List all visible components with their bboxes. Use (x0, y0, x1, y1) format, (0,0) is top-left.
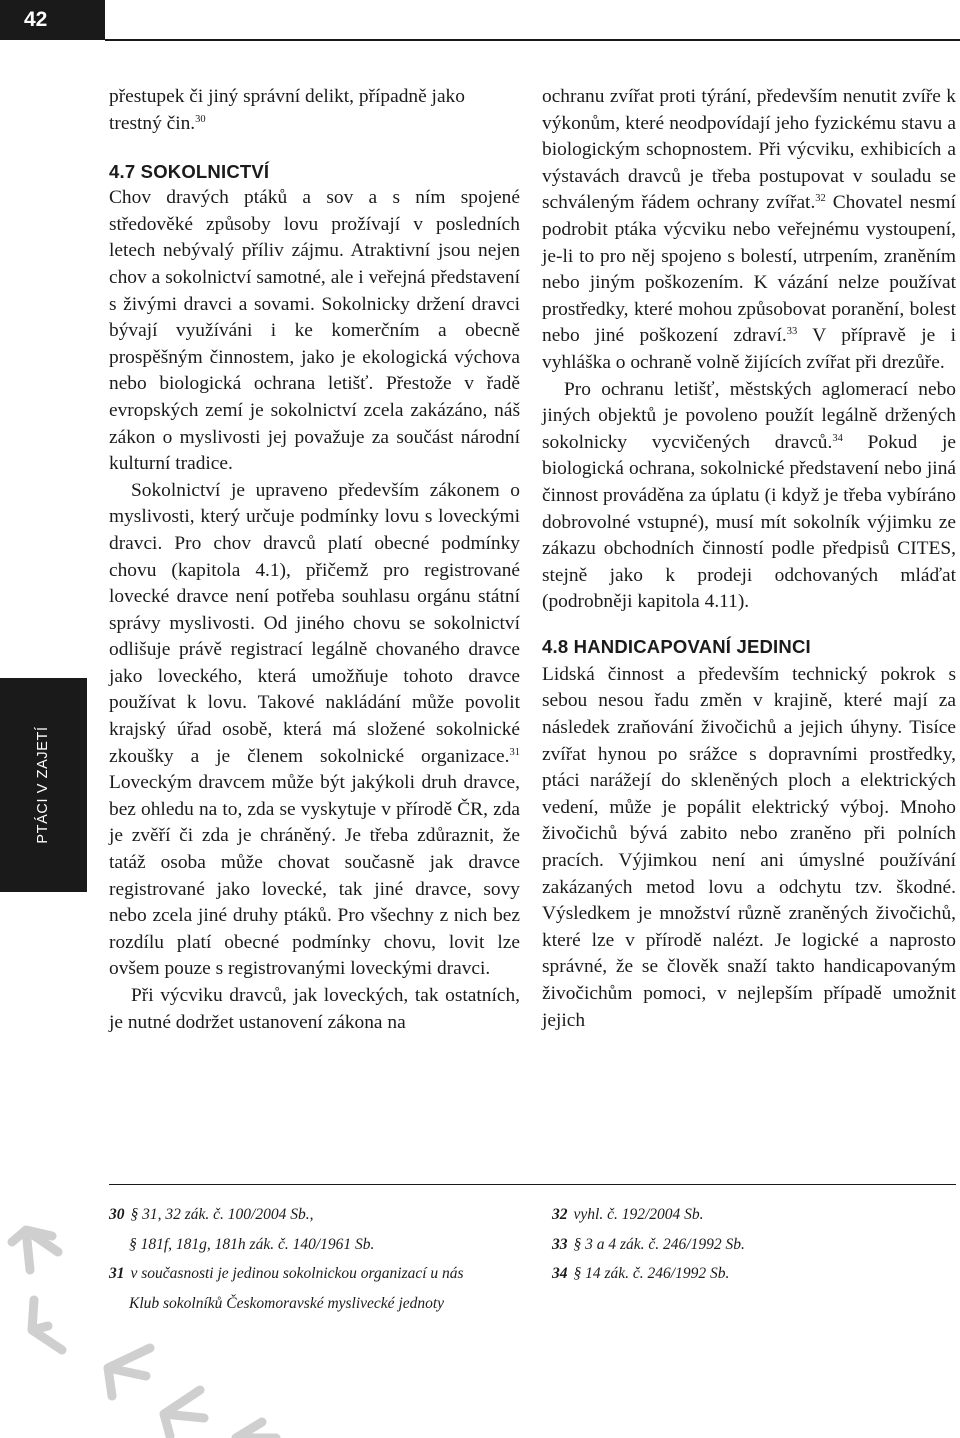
paragraph-sokolnictvi-law-text: Sokolnictví je upraveno především zákonem o myslivosti, který určuje podmínky lovu s loveckými dravci. Pro chov dravců platí obecné podmínky chovu (kapitola 4.1), přičemž pro registrované lovecké dravce není potřeba souhlasu orgánu státní správy myslivosti. Od jiného chovu se sokolnictví odlišuje právě registrací legálně chovaného dravce jako loveckého, která umožňuje tohoto dravce používat k lovu. Takové nakládání může povolit krajský úřad osobě, která má složené sokolnické zkoušky a je členem sokolnické organizace. (109, 479, 520, 767)
footnote-item (552, 1259, 956, 1289)
footnote-text: § 181f, 181g, 181h zák. č. 140/1961 Sb. (129, 1235, 375, 1253)
footnote-text: § 14 zák. č. 246/1992 Sb. (573, 1265, 730, 1282)
footnote-ref-33: 33 (786, 326, 798, 338)
footnote-text: § 3 a 4 zák. č. 246/1992 Sb. (573, 1235, 745, 1253)
footnote-ref-31: 31 (509, 746, 520, 758)
bird-track-decoration (0, 1200, 300, 1438)
footnote-ref-32: 32 (815, 193, 826, 205)
paragraph-animal-protection-cont: Chovatel nesmí podrobit ptáka výcviku nebo veřejnému vystoupení, je-li to pro něj spojeno s bolestí, utrpením, zraněním nebo jiným poškozením. K vázání nelze používat prostředky, které mohou způsobovat poranění, bolest nebo jiné poškození zdraví. (542, 192, 956, 347)
paragraph-sokolnictvi-law (109, 478, 520, 983)
paragraph-sokolnictvi-intro: Chov dravých ptáků a sov a s ním spojené středověké způsoby lovu prožívají v posledních letech nebývalý příliv zájmu. Atraktivní jsou nejen chov a sokolnictví samotné, ale i veřejná představení s živými dravci a sovami. Sokolnicky držení dravci bývají využíváni i ke komerčním a obecně prospěšným činnostem, jako je ekologická výchova nebo biologická ochrana letišť. Přestože v řadě evropských zemí je sokolnictví zcela zakázáno, náš zákon o myslivosti jej považuje za součást národní kulturní tradice. (109, 187, 520, 475)
footnotes-right (552, 1200, 956, 1289)
section-heading-4-8: 4.8 HANDICAPOVANÍ JEDINCI (542, 635, 811, 657)
footnote-text: vyhl. č. 192/2004 Sb. (573, 1206, 704, 1223)
footnote-number: 34 (552, 1265, 568, 1282)
footnote-item (552, 1200, 956, 1230)
paragraph-handicapped: Lidská činnost a především technický pokrok s sebou nesou řadu změn v krajině, které mají za následek zraňování živočichů a jejich úhyny. Tisíce zvířat hynou po srážce s dopravními prostředky, ptáci narážejí do skleněných ploch a elektrických vedení, může je popálit elektrický výboj. Mnoho živočichů bývá zabito nebo zraněno při polních pracích. Výjimkou není ani úmyslné používání zakázaných metod lovu a odchytu tzv. škodné. Výsledkem je množství různě zraněných živočichů, které lze v přírodě nalézt. Je logické a naprosto správné, že se člověk snaží takto handicapovaným živočichům pomoci, v nejlepším případě umožnit jejich (542, 663, 956, 1031)
footnote-number: 33 (552, 1235, 568, 1253)
header-rule (105, 39, 960, 41)
paragraph-training: Při výcviku dravců, jak loveckých, tak ostatních, je nutné dodržet ustanovení zákona na (109, 985, 520, 1033)
footnote-item (552, 1230, 956, 1260)
footnote-text: v současnosti je jedinou sokolnickou organizací u nás (130, 1265, 464, 1282)
paragraph-animal-protection-text: ochranu zvířat proti týrání, především nenutit zvíře k výkonům, které neodpovídají jeho fyzickému stavu a biologickým schopnostem. Při výcviku, exhibicích a výstavách dravců je třeba postupovat v souladu se schváleným řádem ochrany zvířat. (542, 86, 956, 214)
page-number: 42 (24, 8, 48, 31)
paragraph-animal-protection (542, 84, 956, 377)
footnote-text: Klub sokolníků Českomoravské myslivecké jednoty (129, 1294, 445, 1312)
paragraph-animal-protection-end: V přípravě je i vyhláška o ochraně volně žijících zvířat při drezůře. (542, 325, 956, 373)
left-column (109, 84, 520, 1036)
paragraph-airport-protection-cont: Pokud je biologická ochrana, sokolnické představení nebo jiná činnost prováděna za úplatu (i když je třeba vybíráno dobrovolné vstupné), musí mít sokolník výjimku ze zákazu obchodních činností podle předpisů CITES, stejně jako k prodeji odchovaných mláďat (podrobněji kapitola 4.11). (542, 431, 956, 613)
paragraph-airport-protection (542, 377, 956, 616)
footnote-rule (109, 1184, 956, 1185)
section-heading-4-7: 4.7 SOKOLNICTVÍ (109, 161, 270, 183)
opening-text: přestupek či jiný správní delikt, případně jako trestný čin. (109, 86, 465, 134)
footnote-number: 30 (109, 1206, 125, 1223)
paragraph-sokolnictvi-law-cont: Loveckým dravcem může být jakýkoli druh dravce, bez ohledu na to, zda se vyskytuje v přírodě ČR, zda je zvěří či zda je chráněný. Je třeba zdůraznit, že tatáž osoba může chovat současně jak dravce registrované jako lovecké, tak jiné dravce, sovy nebo zcela jiné druhy ptáků. Pro všechny z nich bez rozdílu platí obecné podmínky chovu, lovit lze ovšem pouze s registrovanými loveckými dravci. (109, 772, 520, 980)
right-column (542, 84, 956, 1034)
opening-paragraph (109, 84, 520, 137)
paragraph-airport-protection-text: Pro ochranu letišť, městských aglomerací nebo jiných objektů je povoleno použít legálně držených sokolnicky vycvičených dravců. (542, 378, 956, 453)
side-tab-label: PTÁCI V ZAJETÍ (35, 726, 51, 844)
footnote-number: 32 (552, 1206, 568, 1223)
footnote-ref-34: 34 (832, 432, 843, 444)
footnote-ref-30: 30 (195, 113, 206, 125)
footnote-number: 31 (109, 1265, 125, 1282)
footnote-text: § 31, 32 zák. č. 100/2004 Sb., (130, 1206, 314, 1223)
